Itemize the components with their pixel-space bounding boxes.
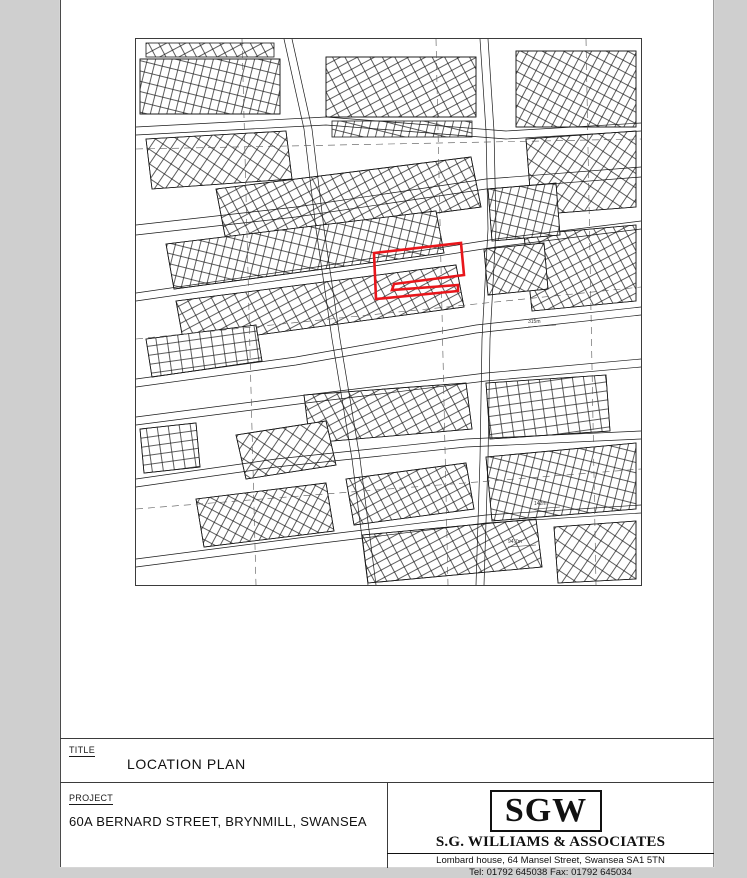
title-caption: TITLE bbox=[69, 745, 96, 755]
practice-name: S.G. WILLIAMS & ASSOCIATES bbox=[387, 834, 714, 854]
project-address: 60A BERNARD STREET, BRYNMILL, SWANSEA bbox=[69, 814, 367, 829]
project-caption: PROJECT bbox=[69, 793, 114, 803]
logo-box bbox=[490, 790, 602, 832]
drawing-title: LOCATION PLAN bbox=[127, 756, 246, 772]
title-block bbox=[60, 738, 714, 878]
practice-logo-block bbox=[387, 783, 714, 878]
practice-contact: Tel: 01792 645038 Fax: 01792 645034 bbox=[469, 867, 632, 878]
logo-initials: SGW bbox=[504, 792, 588, 829]
sheet-left-edge bbox=[60, 0, 61, 867]
svg-text:142m: 142m bbox=[534, 501, 547, 507]
sheet-right-edge bbox=[713, 0, 714, 867]
svg-text:94.7m: 94.7m bbox=[508, 539, 522, 545]
title-row bbox=[60, 739, 714, 783]
svg-text:315m: 315m bbox=[528, 319, 541, 325]
location-plan-map bbox=[135, 38, 642, 586]
practice-address: Lombard house, 64 Mansel Street, Swansea SA1 5TN bbox=[436, 855, 665, 866]
drawing-sheet bbox=[60, 0, 714, 878]
